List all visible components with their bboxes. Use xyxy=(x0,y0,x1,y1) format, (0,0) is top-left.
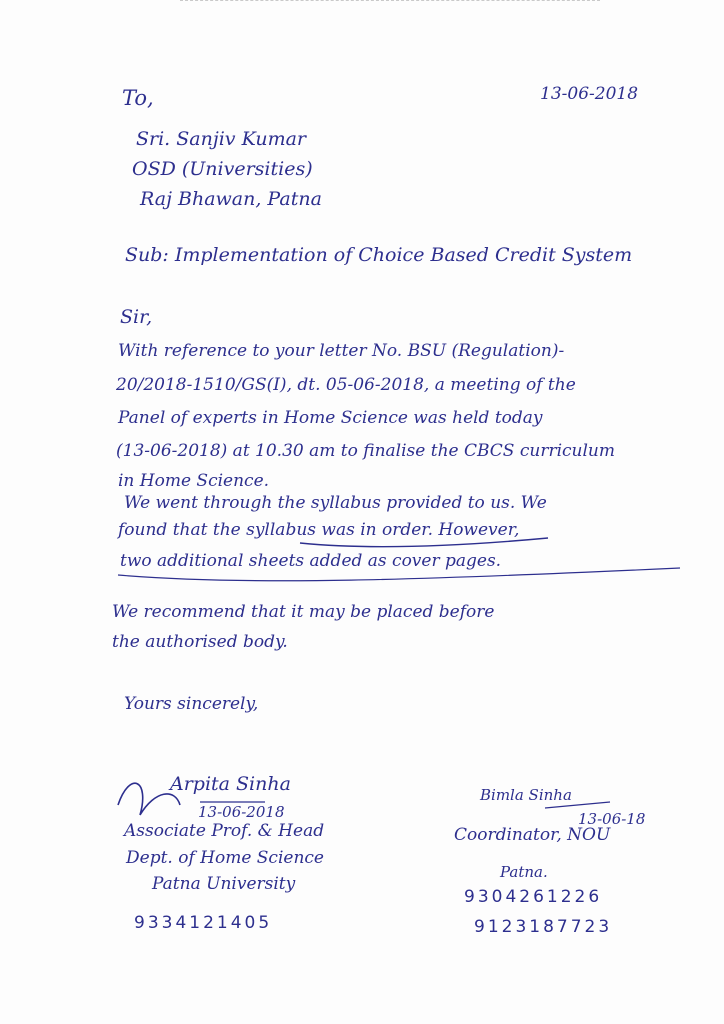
addressee-name: Sri. Sanjiv Kumar xyxy=(136,128,307,150)
body-line-1: With reference to your letter No. BSU (Regulation)- xyxy=(118,341,565,361)
body-line-7: found that the syllabus was in order. However, xyxy=(118,520,520,540)
addressee-designation: OSD (Universities) xyxy=(132,158,313,180)
signatory-right-city: Patna. xyxy=(500,863,548,881)
to-label: To, xyxy=(122,86,154,110)
signatory-left-department: Dept. of Home Science xyxy=(126,848,324,868)
signatory-left-title: Associate Prof. & Head xyxy=(124,821,325,841)
closing: Yours sincerely, xyxy=(124,694,259,714)
addressee-office: Raj Bhawan, Patna xyxy=(140,188,322,210)
body-line-5: in Home Science. xyxy=(118,471,270,491)
letter-date: 13-06-2018 xyxy=(540,84,639,104)
signatory-left-university: Patna University xyxy=(152,874,296,894)
body-line-3: Panel of experts in Home Science was held today xyxy=(118,408,543,428)
signatory-right-phone-1: 9304261226 xyxy=(464,887,603,907)
signature-right-date: 13-06-18 xyxy=(578,810,646,828)
body-line-8: two additional sheets added as cover pages. xyxy=(120,551,502,571)
body-line-2: 20/2018-1510/GS(I), dt. 05-06-2018, a meeting of the xyxy=(116,375,576,395)
signatory-left-phone: 9334121405 xyxy=(134,913,273,933)
recommendation-line-1: We recommend that it may be placed before xyxy=(112,602,495,622)
signature-left-date: 13-06-2018 xyxy=(198,803,285,821)
recommendation-line-2: the authorised body. xyxy=(112,632,288,652)
signatory-right-title: Coordinator, NOU xyxy=(454,825,611,845)
body-line-4: (13-06-2018) at 10.30 am to finalise the CBCS curriculum xyxy=(116,441,615,461)
subject-line: Sub: Implementation of Choice Based Credit System xyxy=(125,244,633,266)
signature-right: Bimla Sinha xyxy=(480,786,572,804)
signatory-right-phone-2: 9123187723 xyxy=(474,917,613,937)
signature-left: Arpita Sinha xyxy=(170,773,291,795)
body-line-6: We went through the syllabus provided to us. We xyxy=(124,493,547,513)
greeting: Sir, xyxy=(120,306,153,328)
